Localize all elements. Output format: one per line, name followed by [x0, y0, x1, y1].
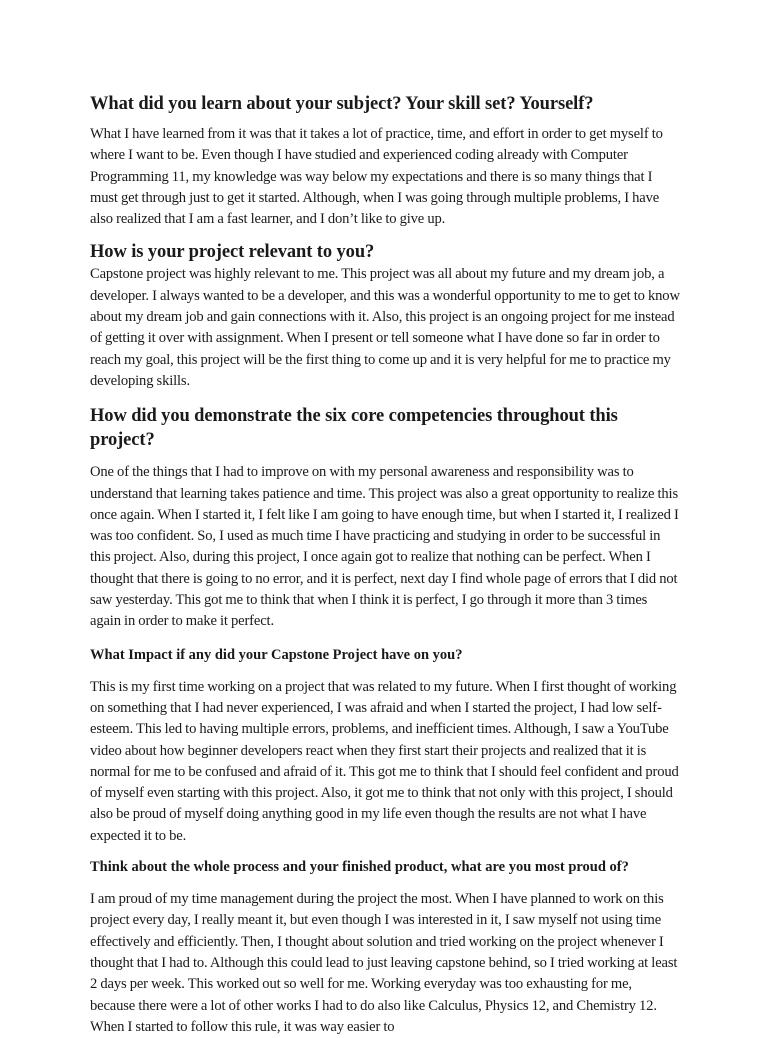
answer-paragraph: This is my first time working on a project that was related to my future. When I first thought of working on something that I had never experienced, I was afraid and when I started the project, I had low self-esteem. This led to having multiple errors, problems, and inefficient times. Although, I saw a YouTube video about how beginner developers react when they first start their projects and realized that it is normal for me to be confused and afraid of it. This got me to think that I should feel confident and proud of myself even starting with this project. Also, it got me to think that not only with this project, I should also be proud of myself doing anything good in my life even though the results are not what I have expected it to be.: [90, 678, 679, 844]
question-heading: How is your project relevant to you?: [90, 242, 375, 263]
answer-paragraph: I am proud of my time management during the project the most. When I have planned to work on this project every day, I really meant it, but even though I was interested in it, I saw myself not using time effectively and efficiently. Then, I thought about solution and tried working on the project whenever I thought that I had to. Although this could lead to just leaving capstone behind, so I tried working at least 2 days per week. This worked out so well for me. Working everyday was too exhausting for me, because there were a lot of other works I had to do also like Calculus, Physics 12, and Chemistry 12. When I started to follow this rule, it was way easier to: [90, 891, 678, 1035]
question-heading: How did you demonstrate the six core competencies throughout this project?: [90, 406, 618, 451]
answer-paragraph: What I have learned from it was that it takes a lot of practice, time, and effort in order to get myself to where I want to be. Even though I have studied and experienced coding already with Computer Programming 11, my knowledge was way below my expectations and there is so many things that I must get through just to get it started. Although, when I was going through multiple problems, I have also realized that I am a fast learner, and I don’t like to give up.: [90, 126, 663, 228]
question-heading: What Impact if any did your Capstone Project have on you?: [90, 646, 463, 663]
section-proud: [90, 857, 680, 1038]
section-competencies: [90, 404, 680, 632]
answer-paragraph: One of the things that I had to improve on with my personal awareness and responsibility was to understand that learning takes patience and time. This project was also a great opportunity to realize this once again. When I started it, I felt like I am going to have enough time, but when I started it, I realized I was too confident. So, I used as much time I have practicing and studying in order to be successful in this project. Also, during this project, I once again got to realize that nothing can be perfect. When I thought that there is going to no error, and it is perfect, next day I find whole page of errors that I did not saw yesterday. This got me to think that when I think it is perfect, I go through it more than 3 times again in order to make it perfect.: [90, 464, 679, 630]
question-heading: What did you learn about your subject? Your skill set? Yourself?: [90, 94, 594, 114]
question-heading: Think about the whole process and your finished product, what are you most proud of?: [90, 859, 629, 876]
document-page: [90, 92, 680, 1038]
section-impact: [90, 645, 680, 847]
answer-paragraph: Capstone project was highly relevant to me. This project was all about my future and my dream job, a developer. I always wanted to be a developer, and this was a wonderful opportunity to me to get to know about my dream job and gain connections with it. Also, this project is an ongoing project for me instead of getting it over with assignment. When I present or tell someone what I have done so far in order to reach my goal, this project will be the first thing to come up and it is very helpful for me to practice my developing skills.: [90, 266, 680, 389]
section-learning: [90, 92, 680, 230]
section-relevance: [90, 240, 680, 392]
